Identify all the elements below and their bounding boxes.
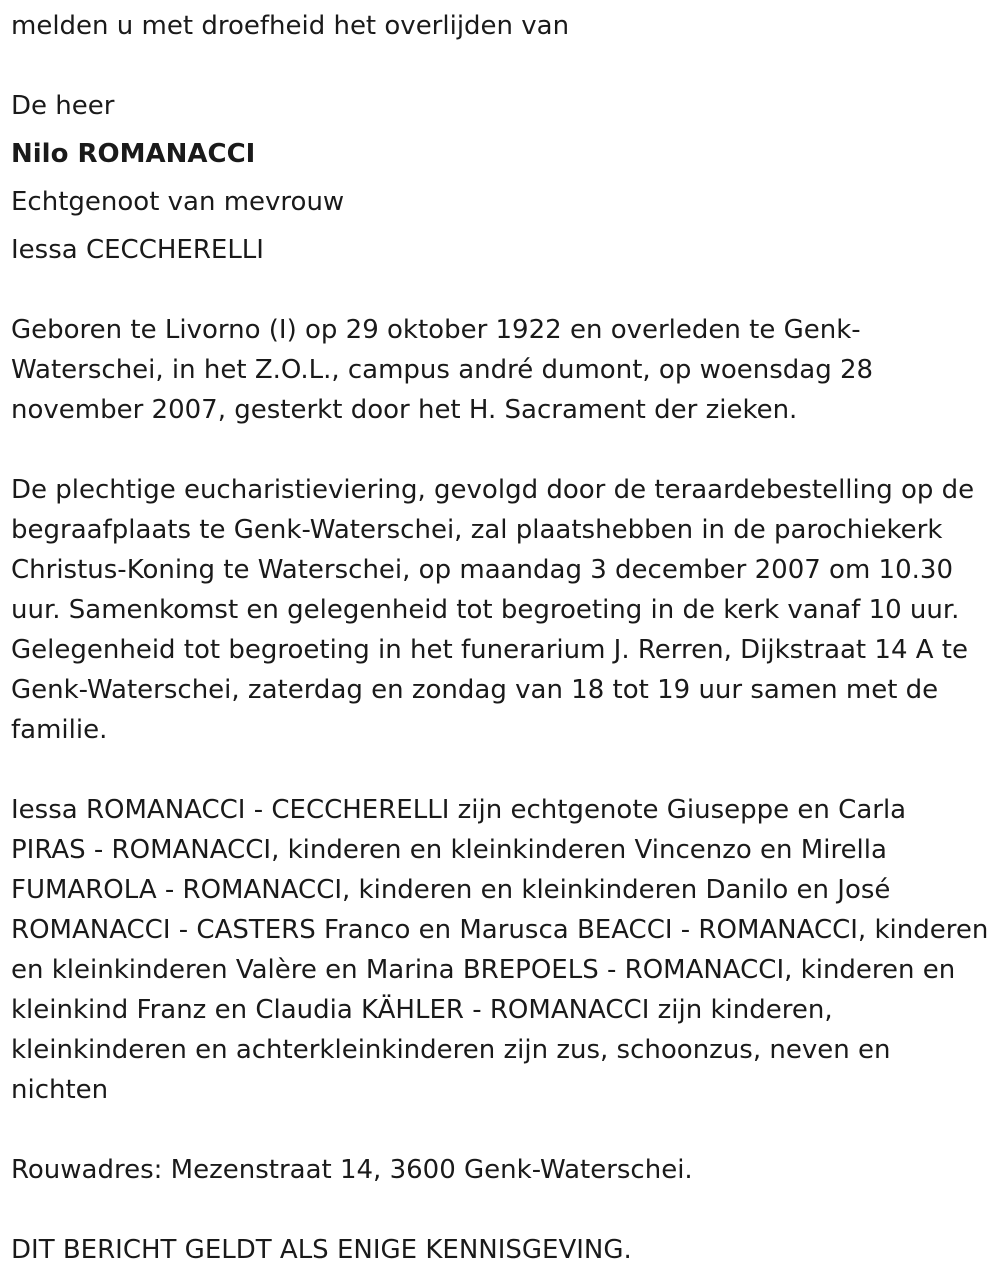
spouse-name: Iessa CECCHERELLI — [11, 235, 264, 265]
birth-death-paragraph: Geboren te Livorno (I) op 29 oktober 1922 en overleden te Genk-Waterschei, in het Z.O.L., campus andré dumont, op woensdag 28 november 2007, gesterkt door het H. Sacrament der zieken. — [11, 315, 874, 425]
intro-text: melden u met droefheid het overlijden van — [11, 11, 570, 41]
mourning-address: Rouwadres: Mezenstraat 14, 3600 Genk-Waterschei. — [11, 1155, 693, 1185]
notice-statement: DIT BERICHT GELDT ALS ENIGE KENNISGEVING. — [11, 1235, 632, 1265]
spouse-label: Echtgenoot van mevrouw — [11, 187, 345, 217]
ceremony-paragraph: De plechtige eucharistieviering, gevolgd door de teraardebestelling op de begraafplaats te Genk-Waterschei, zal plaatshebben in de parochiekerk Christus-Koning te Waterschei, op maandag 3 december 2007 om 10.30 uur. Samenkomst en gelegenheid tot begroeting in de kerk vanaf 10 uur. Gelegenheid tot begroeting in het funerarium J. Rerren, Dijkstraat 14 A te Genk-Waterschei, zaterdag en zondag van 18 tot 19 uur samen met de familie. — [11, 475, 975, 745]
family-paragraph: Iessa ROMANACCI - CECCHERELLI zijn echtgenote Giuseppe en Carla PIRAS - ROMANACCI, kinderen en kleinkinderen Vincenzo en Mirella FUMAROLA - ROMANACCI, kinderen en kleinkinderen Danilo en José ROMANACCI - CASTERS Franco en Marusca BEACCI - ROMANACCI, kinderen en kleinkinderen Valère en Marina BREPOELS - ROMANACCI, kinderen en kleinkind Franz en Claudia KÄHLER - ROMANACCI zijn kinderen, kleinkinderen en achterkleinkinderen zijn zus, schoonzus, neven en nichten — [11, 795, 989, 1105]
deceased-name: Nilo ROMANACCI — [11, 139, 256, 169]
salutation: De heer — [11, 91, 115, 121]
